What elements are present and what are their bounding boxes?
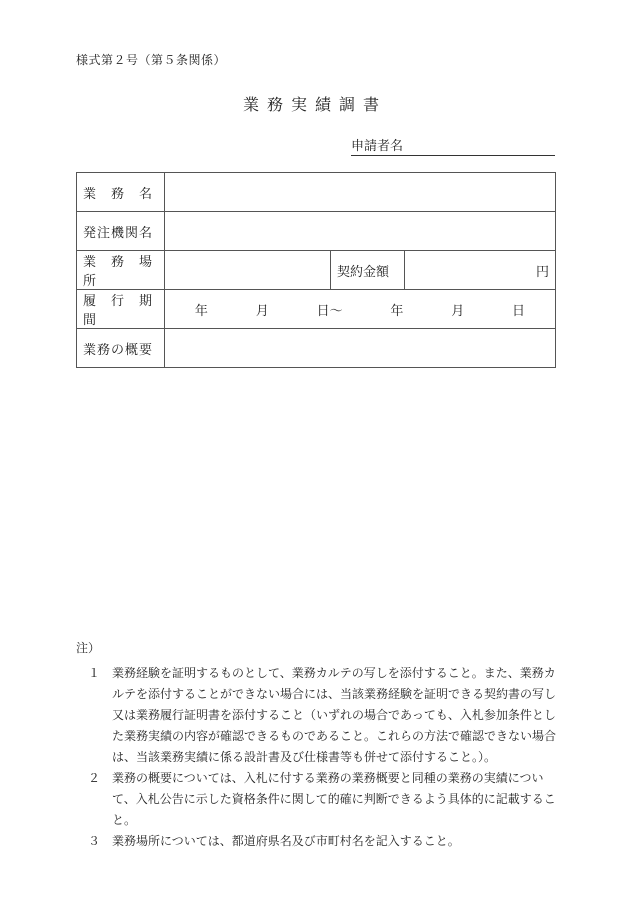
start-day-unit: 日～ (316, 303, 343, 319)
row-period (77, 290, 556, 329)
note-text: 業務経験を証明するものとして、業務カルテの写しを添付すること。また、業務カルテを添付することができない場合には、当該業務経験を証明できる契約書の写し又は業務履行証明書を添付すること（いずれの場合であっても、入札参加条件とした業務実績の内容が確認できるものであること。これらの方法で確認できない場合は、当該業務実績に係る設計書及び仕様書等も併せて添付すること。）。 (112, 666, 557, 764)
contract-amount-input[interactable] (405, 251, 556, 290)
client-label: 発注機関名 (77, 212, 165, 251)
start-year-unit: 年 (194, 303, 208, 319)
notes-section (76, 638, 561, 852)
currency-unit: 円 (535, 264, 549, 280)
period-label: 履 行 期 間 (77, 290, 165, 329)
period-template (171, 300, 549, 319)
location-label: 業 務 場 所 (77, 251, 165, 290)
period-input[interactable] (165, 290, 556, 329)
applicant-name-field[interactable] (351, 135, 555, 156)
row-summary (77, 329, 556, 368)
row-client (77, 212, 556, 251)
note-text: 業務の概要については、入札に付する業務の業務概要と同種の業務の実績について、入札公告に示した資格条件に関して的確に判断できるよう具体的に記載すること。 (112, 771, 556, 827)
row-location (77, 251, 556, 290)
contract-amount-label: 契約金額 (331, 251, 405, 290)
end-month-unit: 月 (451, 303, 465, 319)
client-input[interactable] (165, 212, 556, 251)
notes-heading: 注） (76, 641, 101, 655)
task-name-input[interactable] (165, 173, 556, 212)
summary-label: 業務の概要 (77, 329, 165, 368)
location-input[interactable] (165, 251, 331, 290)
summary-input[interactable] (165, 329, 556, 368)
note-number: ２ (87, 771, 100, 785)
page-title: 業務実績調書 (242, 95, 387, 114)
end-day-unit: 日 (512, 303, 526, 319)
applicant-name-label: 申請者名 (351, 139, 404, 154)
note-item (76, 768, 561, 831)
end-year-unit: 年 (390, 303, 404, 319)
note-text: 業務場所については、都道府県名及び市町村名を記入すること。 (112, 834, 460, 848)
note-number: ３ (87, 834, 100, 848)
note-item (76, 831, 561, 852)
row-task-name (77, 173, 556, 212)
performance-record-table (76, 172, 556, 368)
note-number: １ (87, 666, 100, 680)
task-name-label: 業 務 名 (77, 173, 165, 212)
note-item (76, 663, 561, 768)
form-number: 様式第２号（第５条関係） (76, 53, 227, 67)
start-month-unit: 月 (255, 303, 269, 319)
